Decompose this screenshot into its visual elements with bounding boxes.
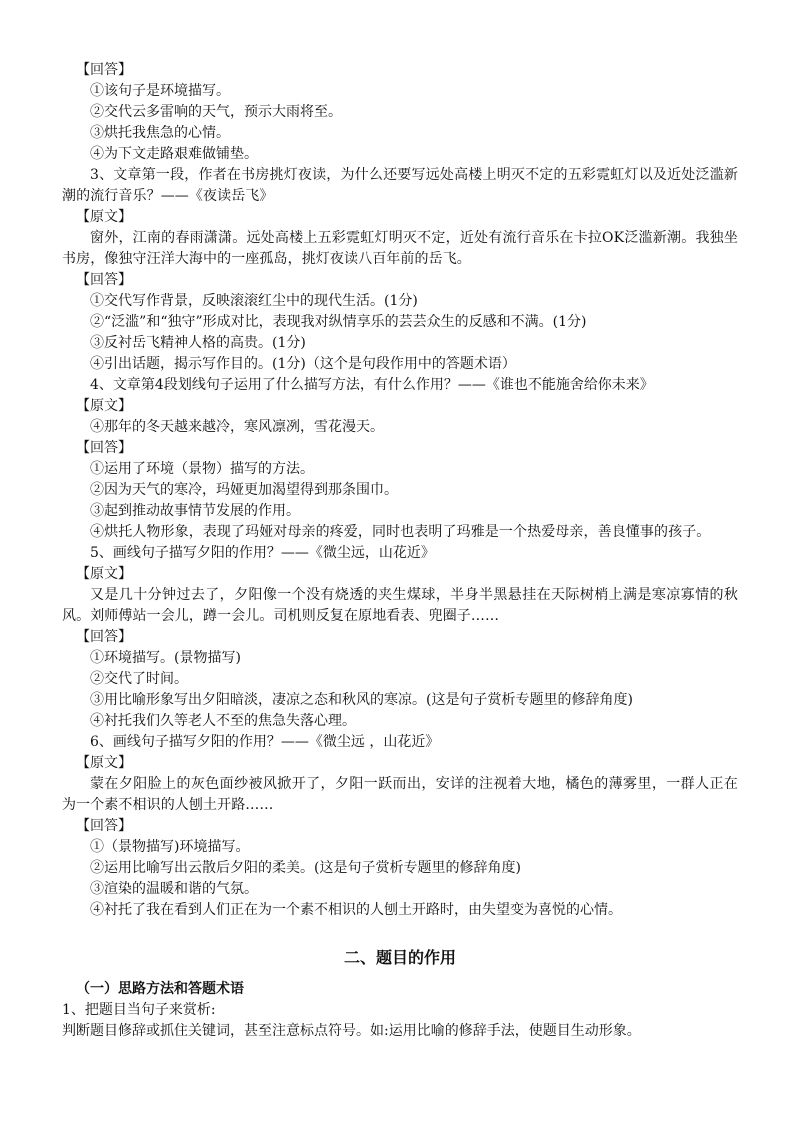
label-heading: 【原文】 [76, 755, 132, 771]
label-heading: 【原文】 [76, 209, 132, 225]
text-line: ④引出话题，揭示写作目的。(1分)（这个是句段作用中的答题术语） [90, 356, 516, 372]
paragraph: ④烘托人物形象，表现了玛娅对母亲的疼爱，同时也表明了玛雅是一个热爱母亲，善良懂事的孩子。 [90, 524, 711, 540]
text-line: 5、画线句子描写夕阳的作用？——《微尘远，山花近》 [90, 545, 435, 561]
label-heading: 【回答】 [76, 62, 132, 78]
text-line: ①（景物描写)环境描写。 [90, 839, 250, 855]
text-line: ③渲染的温暖和谐的气氛。 [90, 881, 258, 897]
text-line: ④衬托了我在看到人们正在为一个素不相识的人刨土开路时，由失望变为喜悦的心情。 [90, 902, 622, 918]
paragraph: 窗外，江南的春雨潇潇。远处高楼上五彩霓虹灯明灭不定，近处有流行音乐在卡拉OK泛滥新潮。我独坐书房，像独守汪洋大海中的一座孤岛，挑灯夜读八百年前的岳飞。 [62, 230, 738, 267]
section-title: 二、题目的作用 [343, 948, 456, 967]
paragraph: 3、文章第一段，作者在书房挑灯夜读，为什么还要写远处高楼上明灭不定的五彩霓虹灯以及近处泛滥新潮的流行音乐？——《夜读岳飞》 [62, 167, 738, 204]
subsection-title: （一）思路方法和答题术语 [76, 981, 244, 997]
text-line: 判断题目修辞或抓住关键词，甚至注意标点符号。如:运用比喻的修辞手法，使题目生动形象。 [62, 1023, 641, 1039]
text-line: ①运用了环境（景物）描写的方法。 [90, 461, 314, 477]
text-line: ③反衬岳飞精神人格的高贵。(1分) [90, 335, 306, 351]
text-line: 4、文章第4段划线句子运用了什么描写方法，有什么作用？——《谁也不能施舍给你未来》 [90, 377, 654, 393]
text-line: ②交代云多雷响的天气，预示大雨将至。 [90, 104, 342, 120]
paragraph: 蒙在夕阳脸上的灰色面纱被风掀开了，夕阳一跃而出，安详的注视着大地，橘色的薄雾里，一群人正在为一个素不相识的人刨土开路…… [62, 776, 738, 813]
text-line: ④那年的冬天越来越冷，寒风凛冽，雪花漫天。 [90, 419, 384, 435]
document-page [62, 60, 738, 1042]
text-line: ②运用比喻写出云散后夕阳的柔美。(这是句子赏析专题里的修辞角度) [90, 860, 521, 876]
label-heading: 【原文】 [76, 566, 132, 582]
text-line: ④为下文走路艰难做铺垫。 [90, 146, 258, 162]
text-line: ①环境描写。(景物描写) [90, 650, 241, 666]
text-line: ①该句子是环境描写。 [90, 83, 230, 99]
label-heading: 【回答】 [76, 629, 132, 645]
text-line: ③起到推动故事情节发展的作用。 [90, 503, 300, 519]
label-heading: 【回答】 [76, 818, 132, 834]
text-line: ③烘托我焦急的心情。 [90, 125, 230, 141]
text-line: 1、把题目当句子来赏析: [62, 1002, 216, 1018]
text-line: ③用比喻形象写出夕阳暗淡，凄凉之态和秋风的寒凉。(这是句子赏析专题里的修辞角度) [90, 692, 633, 708]
text-line: ①交代写作背景，反映滚滚红尘中的现代生活。(1分) [90, 293, 418, 309]
label-heading: 【回答】 [76, 272, 132, 288]
label-heading: 【回答】 [76, 440, 132, 456]
text-line: ②因为天气的寒冷，玛娅更加渴望得到那条围巾。 [90, 482, 398, 498]
text-line: ②“泛滥”和“独守”形成对比，表现我对纵情享乐的芸芸众生的反感和不满。(1分) [90, 314, 587, 330]
text-line: 6、画线句子描写夕阳的作用？——《微尘远 ，山花近》 [90, 734, 440, 750]
text-line: ②交代了时间。 [90, 671, 188, 687]
label-heading: 【原文】 [76, 398, 132, 414]
paragraph: 又是几十分钟过去了，夕阳像一个没有烧透的夹生煤球，半身半黑悬挂在天际树梢上满是寒凉寡情的秋风。刘师傅站一会儿，蹲一会儿。司机则反复在原地看表、兜圈子…… [62, 587, 738, 624]
text-line: ④衬托我们久等老人不至的焦急失落心理。 [90, 713, 356, 729]
